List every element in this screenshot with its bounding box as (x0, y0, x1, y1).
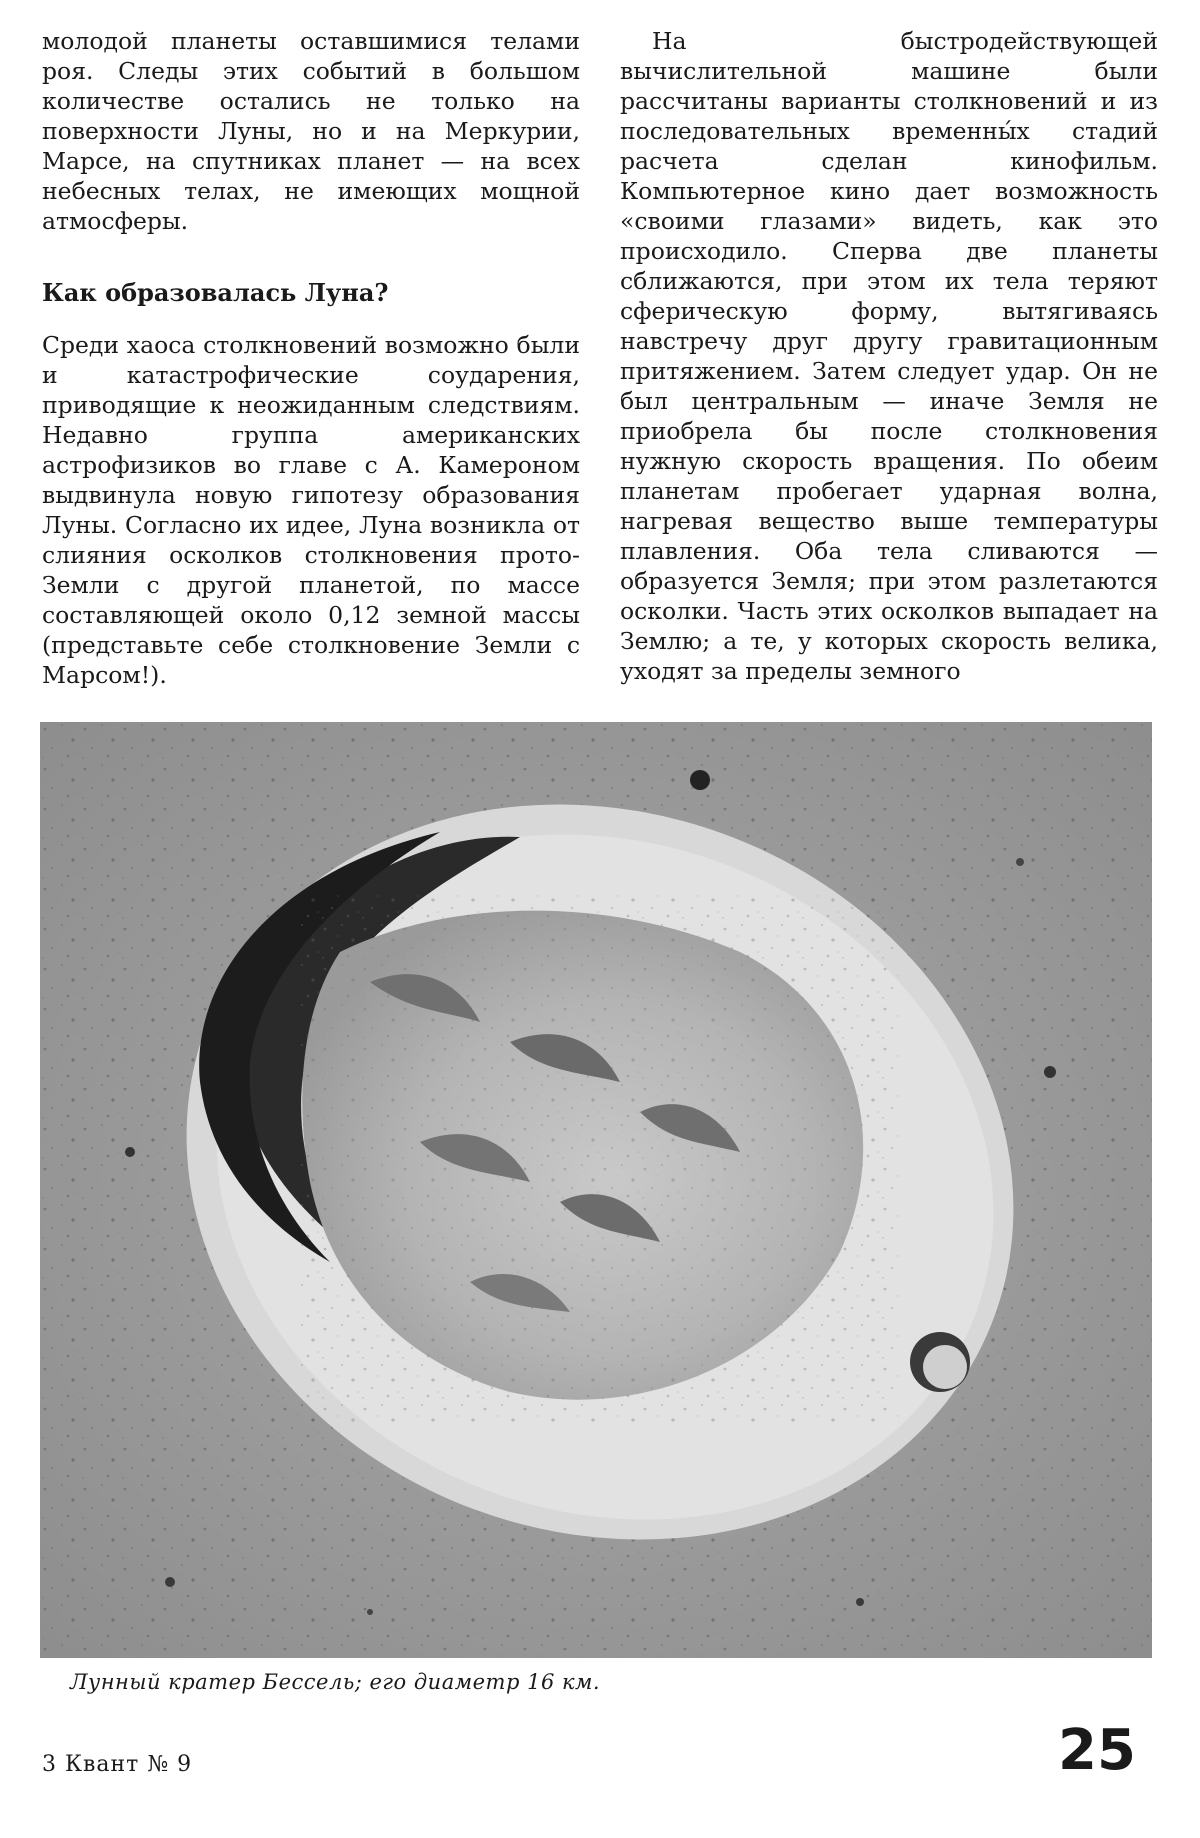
crater-photo (40, 722, 1152, 1658)
journal-issue: 3 Квант № 9 (42, 1752, 193, 1777)
left-paragraph-1: молодой планеты оставшимися телами роя. Следы этих событий в большом количестве остались не только на поверхности Луны, но и на Меркурии, Марсе, на спутниках планет — на всех небесных телах, не имеющих мощной атмосферы. (42, 27, 580, 235)
left-column (42, 26, 580, 690)
section-heading: Как образовалась Луна? (42, 278, 389, 307)
figure-caption: Лунный кратер Бессель; его диаметр 16 км. (70, 1670, 601, 1694)
page-number: 25 (1058, 1718, 1136, 1783)
right-paragraph-1: На быстродействующей вычислительной машине были рассчитаны варианты столкновений и из последовательных временны́х стадий расчета сделан кинофильм. Компьютерное кино дает возможность «своими глазами» видеть, как это происходило. Сперва две планеты сближаются, при этом их тела теряют сферическую форму, вытягиваясь навстречу друг другу гравитационным притяжением. Затем следует удар. Он не был центральным — иначе Земля не приобрела бы после столкновения нужную скорость вращения. По обеим планетам пробегает ударная волна, нагревая вещество выше температуры плавления. Оба тела сливаются — образуется Земля; при этом разлетаются осколки. Часть этих осколков выпадает на Землю; а те, у которых скорость велика, уходят за пределы земного (620, 27, 1158, 685)
crater-illustration (40, 722, 1152, 1658)
left-paragraph-2: Среди хаоса столкновений возможно были и катастрофические соударения, приводящие к неожиданным следствиям. Недавно группа американских астрофизиков во главе с А. Камероном выдвинула новую гипотезу образования Луны. Согласно их идее, Луна возникла от слияния осколков столкновения прото-Земли с другой планетой, по массе составляющей около 0,12 земной массы (представьте себе столкновение Земли с Марсом!). (42, 331, 580, 689)
right-column (620, 26, 1158, 686)
